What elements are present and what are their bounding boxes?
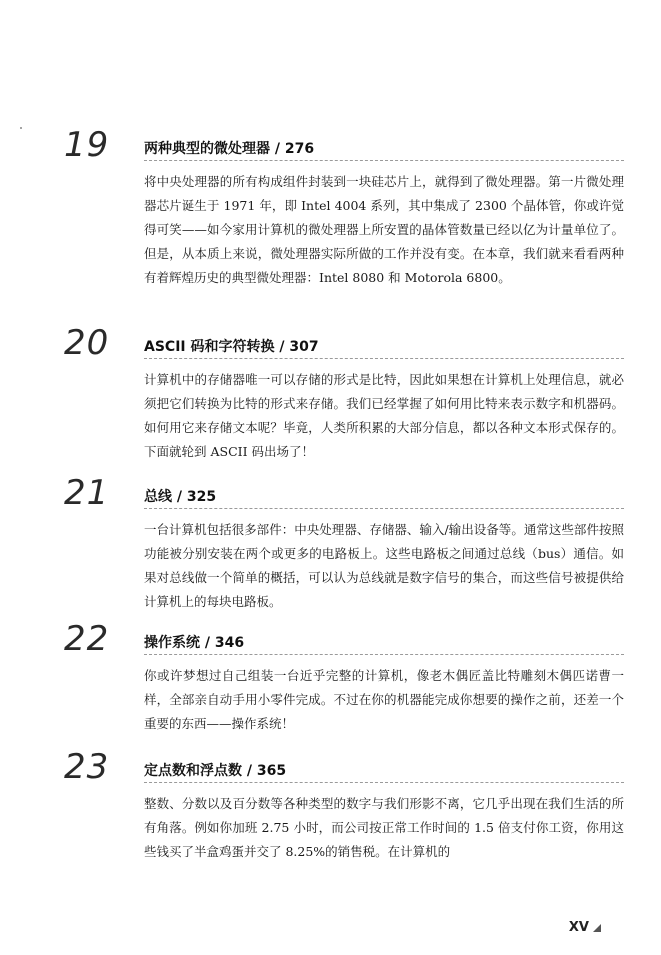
chapter-title: 操作系统 / 346 [144,635,245,651]
chapter-header [64,619,624,659]
corner-triangle-icon [593,924,601,932]
chapter-summary: 你或许梦想过自己组装一台近乎完整的计算机，像老木偶匠盖比特雕刻木偶匹诺曹一样，全部亲自动手用小零件完成。不过在你的机器能完成你想要的操作之前，还差一个重要的东西——操作系统！ [144,668,624,731]
chapter-number: 19 [64,125,110,165]
chapter-summary: 一台计算机包括很多部件：中央处理器、存储器、输入/输出设备等。通常这些部件按照功能被分别安装在两个或更多的电路板上。这些电路板之间通过总线（bus）通信。如果对总线做一个简单的概括，可以认为总线就是数字信号的集合，而这些信号被提供给计算机上的每块电路板。 [144,522,624,609]
chapter-number: 20 [64,323,110,363]
chapter-header [64,747,624,787]
page-footer [569,920,601,935]
chapter-number: 22 [64,619,110,659]
page-number: XV [568,920,589,935]
chapter-header [64,323,624,363]
chapter-20 [64,323,624,464]
chapter-divider [144,508,624,509]
chapter-title: 定点数和浮点数 / 365 [144,763,287,779]
chapter-summary: 将中央处理器的所有构成组件封装到一块硅芯片上，就得到了微处理器。第一片微处理器芯片诞生于 1971 年，即 Intel 4004 系列，其中集成了 2300 个晶体管，你或许觉得可笑——如今家用计算机的微处理器上所安置的晶体管数量已经以亿为计量单位了。但是，从本质上来说，微处理器实际所做的工作并没有变。在本章，我们就来看看两种有着辉煌历史的典型微处理器：Intel 8080 和 Motorola 6800。 [144,174,624,285]
chapter-title: ASCII 码和字符转换 / 307 [144,339,319,355]
chapter-title: 总线 / 325 [144,489,217,505]
chapter-number: 21 [64,473,110,513]
chapter-header [64,125,624,165]
chapter-divider [144,160,624,161]
chapter-19 [64,125,624,290]
margin-speck [20,127,22,129]
chapter-header [64,473,624,513]
chapter-summary: 整数、分数以及百分数等各种类型的数字与我们形影不离，它几乎出现在我们生活的所有角落。例如你加班 2.75 小时，而公司按正常工作时间的 1.5 倍支付你工资，你用这些钱买了半盒鸡蛋并交了 8.25%的销售税。在计算机的 [144,796,624,859]
chapter-divider [144,782,624,783]
chapter-divider [144,654,624,655]
chapter-title: 两种典型的微处理器 / 276 [144,141,315,157]
chapter-21 [64,473,624,614]
chapter-22 [64,619,624,736]
chapter-divider [144,358,624,359]
chapter-summary: 计算机中的存储器唯一可以存储的形式是比特，因此如果想在计算机上处理信息，就必须把它们转换为比特的形式来存储。我们已经掌握了如何用比特来表示数字和机器码。如何用它来存储文本呢？毕竟，人类所积累的大部分信息，都以各种文本形式保存的。下面就轮到 ASCII 码出场了！ [144,372,624,459]
chapter-number: 23 [64,747,110,787]
chapter-23 [64,747,624,864]
